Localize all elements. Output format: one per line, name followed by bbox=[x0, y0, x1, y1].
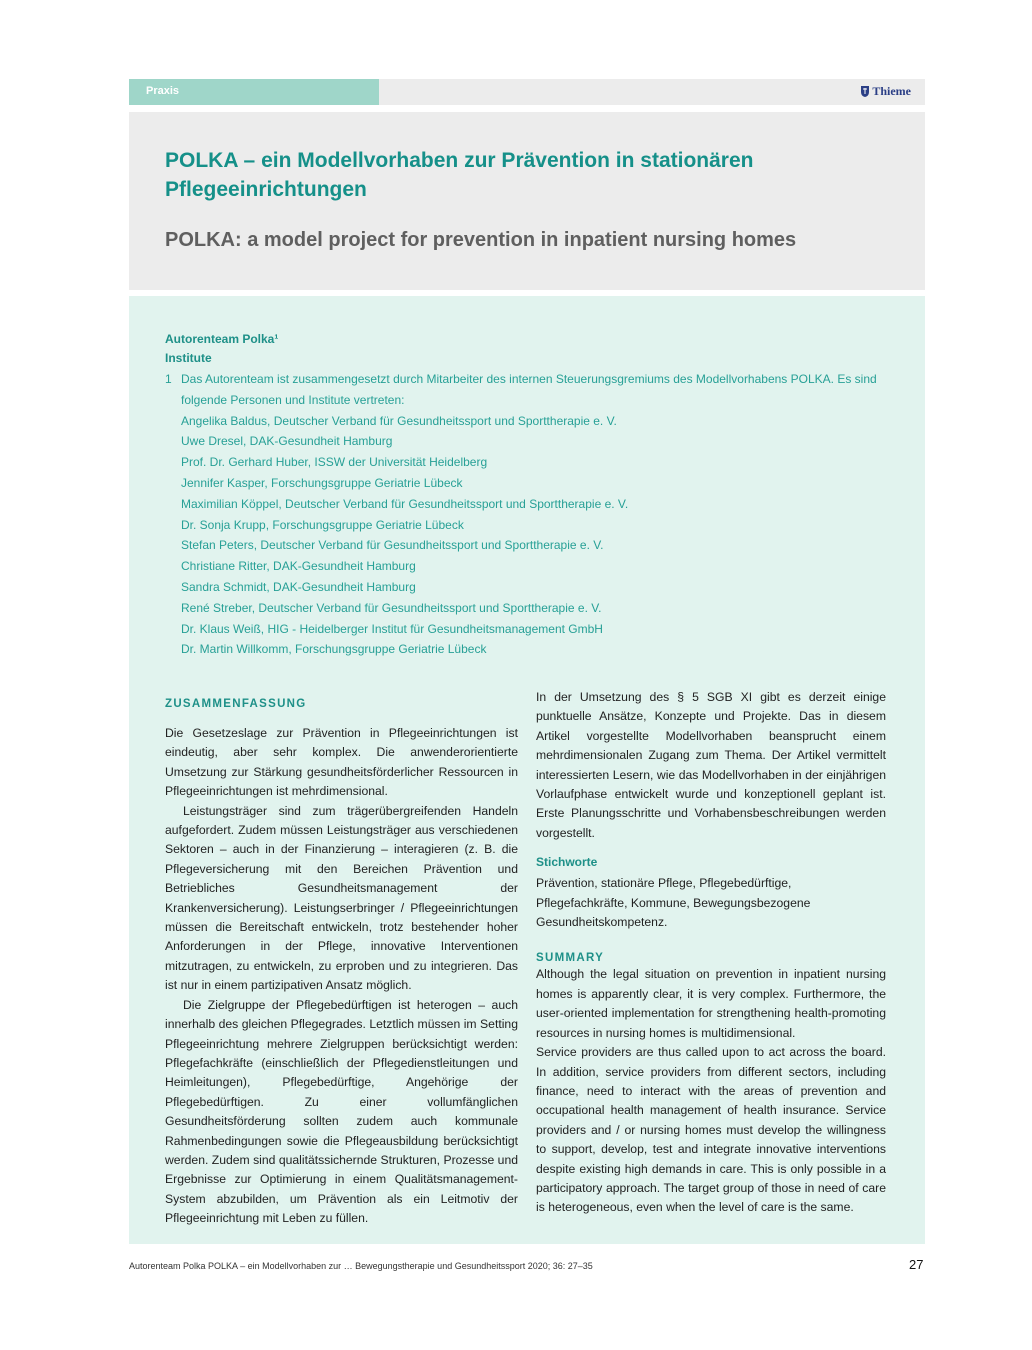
author-entry: Uwe Dresel, DAK-Gesundheit Hamburg bbox=[181, 434, 393, 449]
author-entry: Dr. Sonja Krupp, Forschungsgruppe Geriatrie Lübeck bbox=[181, 517, 464, 532]
thieme-shield-icon bbox=[861, 86, 869, 97]
publisher-logo bbox=[861, 84, 911, 99]
publisher-name: Thieme bbox=[872, 84, 911, 98]
summary-heading: SUMMARY bbox=[536, 952, 605, 965]
left-column bbox=[165, 698, 518, 1229]
author-entry: René Streber, Deutscher Verband für Gesundheitssport und Sporttherapie e. V. bbox=[181, 600, 602, 615]
author-entry: Prof. Dr. Gerhard Huber, ISSW der Universität Heidelberg bbox=[181, 455, 488, 470]
zusammenfassung-paragraph: In der Umsetzung des § 5 SGB XI gibt es derzeit einige punktuelle Ansätze, Konzepte und Projekte. Das in diesem Artikel vorgestellte Modellvorhaben beansprucht einem mehrdimensionalen Zugang zum Thema. Der Artikel vermittelt interessierten Lesern, wie das Modellvorhaben in der einjährigen Vorlaufphase entwickelt wurde und konzeptionell geplant ist. Erste Planungsschritte und Vorhabensbeschreibungen werden vorgestellt. bbox=[536, 690, 886, 840]
people-list bbox=[165, 411, 905, 661]
stichworte-heading: Stichworte bbox=[536, 855, 598, 870]
author-team: Autorenteam Polka¹ bbox=[165, 332, 279, 346]
footnote-text: Das Autorenteam ist zusammengesetzt durch Mitarbeiter des internen Steuerungsgremiums des Modellvorhabens POLKA. Es sind folgende Personen und Institute vertreten: bbox=[181, 372, 877, 407]
author-entry: Jennifer Kasper, Forschungsgruppe Geriatrie Lübeck bbox=[181, 475, 463, 490]
zusammenfassung-paragraph: Leistungsträger sind zum trägerübergreifenden Handeln aufgefordert. Zudem müssen Leistungsträger aus verschiedenen Sektoren – auch in der Finanzierung – interagieren (z. B. die Pflegeversicherung mit den Bereichen Prävention und Betriebliches Gesundheitsmanagement der Krankenversicherung). Leistungserbringer / Pflegeeinrichtungen müssen die Bereitschaft entwickeln, trotz bestehender hoher Anforderungen in der Pflege, innovative Interventionen mitzutragen, zu entwickeln, zu erproben und zu integrieren. Das ist nur in einem partizipativen Ansatz möglich. bbox=[165, 803, 518, 993]
institute-label: Institute bbox=[165, 351, 212, 365]
title-english: POLKA: a model project for prevention in inpatient nursing homes bbox=[165, 229, 797, 251]
footer-citation: Autorenteam Polka POLKA – ein Modellvorhaben zur … Bewegungstherapie und Gesundheitssport 2020; 36: 27–35 bbox=[129, 1261, 593, 1271]
title-german: POLKA – ein Modellvorhaben zur Prävention in stationären Pflegeeinrichtungen bbox=[165, 149, 754, 201]
summary-paragraph: Service providers are thus called upon to act across the board. In addition, service providers from different sectors, including finance, need to interact with the areas of prevention and occupational health management of health insurance. Service providers and / or nursing homes must develop the willingness to support, develop, test and integrate innovative interventions despite existing high demands in care. This is only possible in a participatory approach. The target group of those in need of care is heterogeneous, even when the level of care is the same. bbox=[536, 1045, 886, 1215]
article-front-matter bbox=[129, 296, 925, 1244]
footnote-number: 1 bbox=[165, 372, 172, 386]
title-block bbox=[129, 112, 925, 290]
section-label: Praxis bbox=[146, 85, 180, 97]
author-entry: Sandra Schmidt, DAK-Gesundheit Hamburg bbox=[181, 579, 416, 594]
author-block bbox=[165, 330, 905, 660]
summary-paragraph: Although the legal situation on prevention in inpatient nursing homes is apparently clear, it is very complex. Furthermore, the user-oriented implementation for strengthening health-promoting resources in nursing homes is multidimensional. bbox=[536, 967, 886, 1040]
section-tag bbox=[129, 79, 379, 105]
author-entry: Stefan Peters, Deutscher Verband für Gesundheitssport und Sporttherapie e. V. bbox=[181, 538, 604, 553]
journal-header-bar bbox=[129, 79, 925, 105]
author-entry: Dr. Martin Willkomm, Forschungsgruppe Geriatrie Lübeck bbox=[181, 642, 487, 657]
author-entry: Maximilian Köppel, Deutscher Verband für Gesundheitssport und Sporttherapie e. V. bbox=[181, 496, 629, 511]
author-entry: Christiane Ritter, DAK-Gesundheit Hamburg bbox=[181, 559, 416, 574]
page-number: 27 bbox=[909, 1257, 924, 1272]
stichworte-text: Prävention, stationäre Pflege, Pflegebedürftige, Pflegefachkräfte, Kommune, Bewegungsbezogene Gesundheitskompetenz. bbox=[536, 876, 811, 930]
author-entry: Dr. Klaus Weiß, HIG - Heidelberger Institut für Gesundheitsmanagement GmbH bbox=[181, 621, 603, 636]
author-entry: Angelika Baldus, Deutscher Verband für Gesundheitssport und Sporttherapie e. V. bbox=[181, 413, 617, 428]
zusammenfassung-paragraph: Die Zielgruppe der Pflegebedürftigen ist heterogen – auch innerhalb des gleichen Pflegegrades. Letztlich müssen im Setting Pflegeeinrichtung mehrere Zielgruppen berücksichtigt werden: Pflegefachkräfte (einschließlich der Pflegedienstleitungen und Heimleitungen), Pflegebedürftige, Angehörige der Pflegebedürftigen. Zu einer vollumfänglichen Gesundheitsförderung sollten zudem auch kommunale Rahmenbedingungen sowie die Pflegeausbildung berücksichtigt werden. Zudem sind qualitätssichernde Strukturen, Prozesse und Ergebnisse zur Optimierung in einem Qualitätsmanagement-System abzubilden, um Prävention als ein Leitmotiv der Pflegeeinrichtung mit Leben zu füllen. bbox=[165, 997, 518, 1226]
zusammenfassung-paragraph: Die Gesetzeslage zur Prävention in Pflegeeinrichtungen ist eindeutig, aber sehr komplex. Die anwenderorientierte Umsetzung zur Stärkung gesundheitsförderlicher Ressourcen in Pflegeeinrichtungen ist mehrdimensional. bbox=[165, 726, 518, 799]
author-footnote bbox=[165, 369, 905, 660]
zusammenfassung-heading: ZUSAMMENFASSUNG bbox=[165, 698, 307, 710]
right-column bbox=[536, 688, 886, 1218]
